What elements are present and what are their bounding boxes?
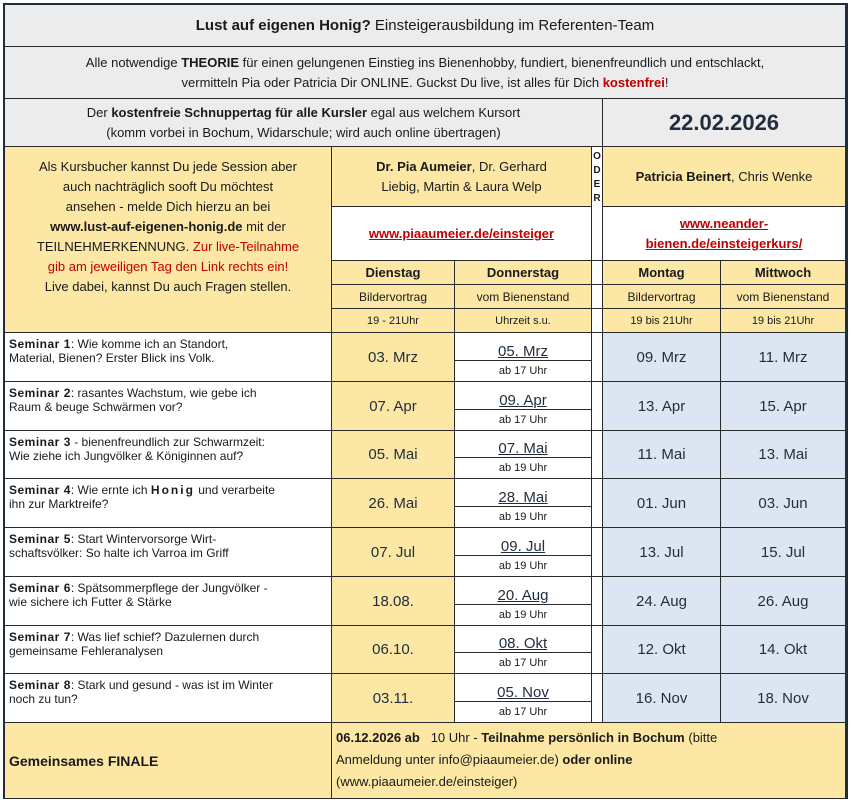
date-mittwoch	[721, 577, 846, 626]
date-montag	[603, 333, 721, 382]
oder-gap	[592, 674, 603, 723]
seminar-title-cell	[5, 626, 332, 674]
oder-separator	[592, 147, 603, 261]
seminar-honig: Honig	[150, 483, 195, 497]
date-value: 15. Jul	[760, 543, 806, 561]
info-line1: Als Kursbucher kannst Du jede Session aber	[39, 159, 297, 174]
date-value: 03.11.	[372, 689, 414, 707]
date-mittwoch	[721, 674, 846, 723]
info-red2: gib am jeweiligen Tag den Link rechts ein!	[47, 259, 289, 274]
seminar-title-cell	[5, 479, 332, 528]
info-block	[5, 147, 332, 333]
date-value: 09. Jul	[500, 537, 546, 555]
time-value: ab 17 Uhr	[498, 657, 548, 670]
schnupper-line2: (komm vorbei in Bochum, Widarschule; wird auch online übertragen)	[106, 124, 501, 140]
date-value: 24. Aug	[636, 592, 687, 610]
intro-text-2: für einen gelungenen Einstieg ins Bienenhobby, fundiert, bienenfreundlich und entschlackt,	[239, 54, 765, 70]
seminar-title-cell	[5, 431, 332, 479]
date-value: 07. Jul	[370, 543, 416, 561]
date-value: 09. Mrz	[636, 348, 687, 366]
seminar-text2: Raum & beuge Schwärmen vor?	[9, 400, 183, 414]
date-dienstag	[332, 382, 455, 431]
date-donnerstag	[455, 333, 592, 382]
time-label: 19 bis 21Uhr	[630, 314, 693, 327]
type-label: Bildervortrag	[627, 289, 696, 304]
oder-gap	[592, 626, 603, 674]
time-value: ab 19 Uhr	[498, 510, 548, 523]
seminar-text1: : rasantes Wachstum, wie gebe ich	[70, 386, 257, 400]
oder-gap	[592, 285, 603, 309]
oder-gap	[592, 382, 603, 431]
intro-theorie: THEORIE	[181, 54, 239, 70]
date-dienstag	[332, 431, 455, 479]
date-value: 09. Apr	[499, 391, 547, 409]
finale-details	[332, 723, 846, 799]
date-value: 07. Apr	[369, 397, 417, 415]
date-value: 16. Nov	[635, 689, 688, 707]
seminar-text2: Material, Bienen? Erster Blick ins Volk.	[9, 351, 215, 365]
finale-location: Teilnahme persönlich in Bochum	[481, 730, 685, 745]
info-line3: ansehen - melde Dich hierzu an bei	[65, 199, 271, 214]
date-value: 05. Nov	[497, 683, 549, 701]
seminar-label: Seminar 1	[9, 337, 71, 351]
info-red1: Zur live-Teilnahme	[189, 239, 300, 254]
team-b-link-1[interactable]: www.neander-	[679, 215, 769, 231]
col-day-dienstag	[332, 261, 455, 285]
time-value: ab 19 Uhr	[498, 462, 548, 475]
seminar-text1b: und verarbeite	[194, 483, 275, 497]
date-montag	[603, 674, 721, 723]
date-donnerstag	[455, 528, 592, 577]
intro-text-1: Alle notwendige	[85, 54, 182, 70]
day-label: Mittwoch	[754, 265, 812, 280]
seminar-text2: Wie ziehe ich Jungvölker & Königinnen auf?	[9, 449, 244, 463]
date-montag	[603, 577, 721, 626]
finale-time: 10 Uhr -	[419, 730, 482, 745]
col-day-mittwoch	[721, 261, 846, 285]
date-value: 11. Mai	[637, 446, 686, 463]
team-a-line2: Liebig, Martin & Laura Welp	[381, 178, 542, 194]
date-dienstag	[332, 577, 455, 626]
oder-gap	[592, 333, 603, 382]
date-donnerstag	[455, 431, 592, 479]
team-a-link-cell	[332, 207, 592, 261]
date-mittwoch	[721, 333, 846, 382]
schnupper-bold: kostenfreie Schnuppertag für alle Kursler	[111, 104, 368, 120]
seminar-label: Seminar 8	[9, 678, 71, 692]
finale-label-cell	[5, 723, 332, 799]
team-b-lead: Patricia Beinert	[635, 169, 731, 184]
seminar-text1: : Stark und gesund - was ist im Winter	[70, 678, 273, 692]
date-value: 26. Aug	[757, 592, 809, 610]
time-value: ab 19 Uhr	[498, 559, 548, 572]
date-dienstag	[332, 528, 455, 577]
info-line4: mit der	[242, 219, 286, 234]
team-a-lead: Dr. Pia Aumeier	[376, 158, 472, 174]
schnuppertag-date	[603, 99, 846, 147]
oder-letter: D	[593, 165, 601, 176]
date-value: 14. Okt	[758, 641, 808, 658]
col-type-mittwoch	[721, 285, 846, 309]
date-value: 13. Jul	[639, 543, 684, 561]
day-label: Dienstag	[365, 265, 421, 280]
finale-date: 06.12.2026 ab	[336, 730, 420, 745]
date-mittwoch	[721, 626, 846, 674]
title-rest: Einsteigerausbildung im Referenten-Team	[370, 17, 655, 34]
info-line2: auch nachträglich sooft Du möchtest	[62, 179, 274, 194]
seminar-label: Seminar 6	[9, 581, 71, 595]
info-line6: Live dabei, kannst Du auch Fragen stellen.	[44, 279, 292, 294]
col-time-donnerstag	[455, 309, 592, 333]
seminar-title-cell	[5, 382, 332, 431]
date-value: 18. Nov	[757, 689, 809, 707]
date-value: 07. Mai	[498, 440, 548, 458]
seminar-label: Seminar 7	[9, 630, 71, 644]
team-b-rest: , Chris Wenke	[730, 169, 813, 184]
date-value: 20. Aug	[497, 586, 549, 604]
seminar-text1: - bienenfreundlich zur Schwarmzeit:	[70, 435, 265, 449]
time-value: ab 17 Uhr	[498, 413, 548, 426]
date-mittwoch	[721, 479, 846, 528]
seminar-label: Seminar 2	[9, 386, 71, 400]
seminar-text2: wie sichere ich Futter & Stärke	[9, 595, 172, 609]
date-value: 03. Jun	[758, 494, 808, 512]
finale-line3: (www.piaaumeier.de/einsteiger)	[336, 774, 518, 789]
date-donnerstag	[455, 626, 592, 674]
date-montag	[603, 479, 721, 528]
col-type-dienstag	[332, 285, 455, 309]
schnuppertag-text	[5, 99, 603, 147]
seminar-title-cell	[5, 674, 332, 723]
schnupper-line1-b: egal aus welchem Kursort	[367, 104, 521, 120]
type-label: Bildervortrag	[358, 289, 428, 304]
team-b-link-cell	[603, 207, 846, 261]
date-value: 01. Jun	[636, 494, 687, 512]
col-day-montag	[603, 261, 721, 285]
date-value: 11. Mrz	[758, 348, 808, 366]
info-line5: TEILNEHMERKENNUNG.	[36, 239, 190, 254]
col-time-montag	[603, 309, 721, 333]
finale-line1-end: (bitte	[684, 730, 718, 745]
course-schedule-table	[3, 3, 848, 799]
seminar-text1: : Spätsommerpflege der Jungvölker -	[70, 581, 268, 595]
seminar-title-cell	[5, 577, 332, 626]
date-value: 26. Mai	[368, 494, 418, 512]
day-label: Donnerstag	[486, 265, 560, 280]
date-donnerstag	[455, 382, 592, 431]
date-value: 05. Mai	[368, 446, 418, 463]
date-mittwoch	[721, 431, 846, 479]
date-montag	[603, 626, 721, 674]
date-mittwoch	[721, 528, 846, 577]
info-url-link[interactable]: www.lust-auf-eigenen-honig.de	[50, 219, 243, 234]
seminar-text2: ihn zur Marktreife?	[9, 497, 109, 511]
date-value: 18.08.	[372, 592, 414, 610]
date-value: 12. Okt	[637, 641, 686, 658]
day-label: Montag	[638, 265, 685, 280]
time-value: ab 19 Uhr	[498, 608, 548, 621]
time-value: ab 17 Uhr	[498, 364, 548, 377]
date-value: 03. Mrz	[367, 348, 418, 366]
intro-free: kostenfrei	[602, 74, 665, 90]
date-donnerstag	[455, 479, 592, 528]
date-donnerstag	[455, 674, 592, 723]
col-day-donnerstag	[455, 261, 592, 285]
date-dienstag	[332, 674, 455, 723]
date-mittwoch	[721, 382, 846, 431]
seminar-text2: noch zu tun?	[9, 692, 78, 706]
date-value: 08. Okt	[498, 635, 548, 653]
team-b-link-2[interactable]: bienen.de/einsteigerkurs/	[645, 235, 803, 251]
schnupper-line1-a: Der	[86, 104, 112, 120]
intro-text-3: vermitteln Pia oder Patricia Dir ONLINE. Guckst Du live, ist alles für Dich	[181, 74, 603, 90]
date-value: 15. Apr	[759, 397, 807, 415]
date-value: 05. Mrz	[497, 342, 548, 360]
seminar-text2: schaftsvölker: So halte ich Varroa im Griff	[9, 546, 229, 560]
date-montag	[603, 382, 721, 431]
date-value: 06.10.	[372, 641, 414, 658]
intro-row	[5, 47, 846, 99]
date-value: 13. Mai	[758, 446, 808, 463]
oder-gap	[592, 577, 603, 626]
date-dienstag	[332, 626, 455, 674]
date-montag	[603, 431, 721, 479]
date-value: 13. Apr	[637, 397, 686, 415]
seminar-text1: : Wie ernte ich	[70, 483, 151, 497]
col-time-mittwoch	[721, 309, 846, 333]
seminar-text1: : Start Wintervorsorge Wirt-	[70, 532, 217, 546]
col-time-dienstag	[332, 309, 455, 333]
oder-letter: E	[593, 179, 601, 190]
oder-gap	[592, 528, 603, 577]
oder-gap	[592, 479, 603, 528]
col-type-montag	[603, 285, 721, 309]
date-montag	[603, 528, 721, 577]
seminar-title-cell	[5, 528, 332, 577]
oder-letter: O	[593, 151, 601, 162]
team-a-names	[332, 147, 592, 207]
intro-end: !	[664, 74, 669, 90]
title-bold: Lust auf eigenen Honig?	[195, 17, 371, 34]
oder-gap	[592, 309, 603, 333]
seminar-title-cell	[5, 333, 332, 382]
time-label: 19 bis 21Uhr	[751, 314, 815, 327]
team-a-link[interactable]: www.piaaumeier.de/einsteiger	[368, 226, 555, 241]
team-a-rest: , Dr. Gerhard	[471, 158, 547, 174]
seminar-text1: : Was lief schief? Dazulernen durch	[70, 630, 260, 644]
type-label: vom Bienenstand	[736, 289, 830, 304]
finale-online: oder online	[558, 752, 633, 767]
type-label: vom Bienenstand	[476, 289, 570, 304]
team-b-names	[603, 147, 846, 207]
oder-gap	[592, 261, 603, 285]
seminar-label: Seminar 4	[9, 483, 71, 497]
seminar-label: Seminar 5	[9, 532, 71, 546]
seminar-text2: gemeinsame Fehleranalysen	[9, 644, 164, 658]
col-type-donnerstag	[455, 285, 592, 309]
seminar-label: Seminar 3	[9, 435, 71, 449]
time-label: 19 - 21Uhr	[367, 314, 419, 327]
oder-gap	[592, 431, 603, 479]
oder-letter: R	[593, 193, 601, 204]
date-value: 28. Mai	[498, 488, 548, 506]
date-dienstag	[332, 479, 455, 528]
time-label: Uhrzeit s.u.	[495, 314, 551, 327]
date-donnerstag	[455, 577, 592, 626]
time-value: ab 17 Uhr	[498, 705, 548, 718]
finale-label: Gemeinsames FINALE	[9, 752, 159, 769]
date-dienstag	[332, 333, 455, 382]
seminar-text1: : Wie komme ich an Standort,	[70, 337, 229, 351]
title-row	[5, 5, 846, 47]
schnupper-date: 22.02.2026	[668, 109, 780, 135]
finale-line2: Anmeldung unter info@piaaumeier.de)	[336, 752, 559, 767]
